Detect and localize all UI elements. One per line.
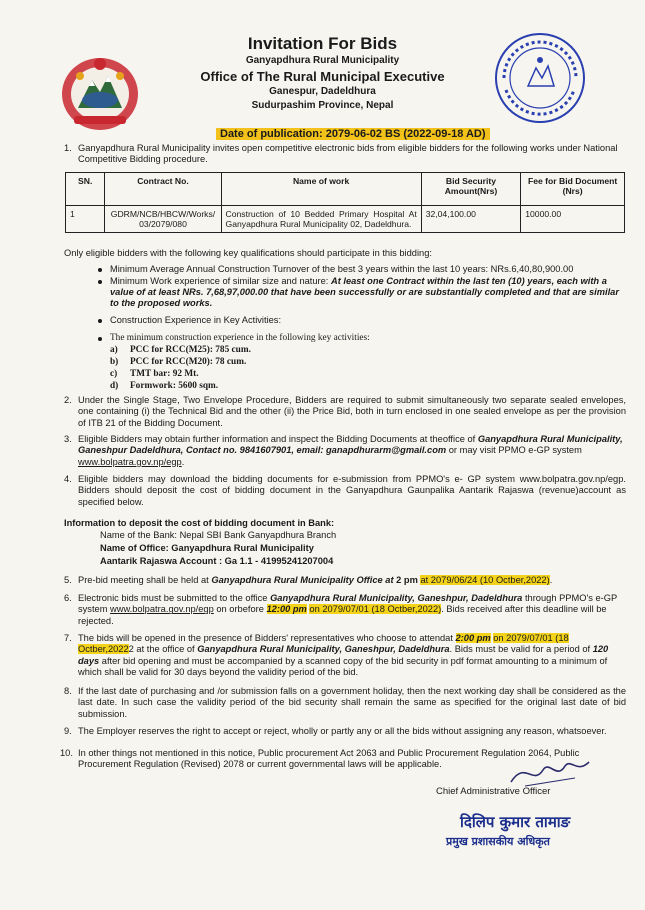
- table-cell: 10000.00: [521, 206, 625, 233]
- table-cell: Construction of 10 Bedded Primary Hospital At Ganyapdhura Rural Municipality 02, Dadeldhura.: [221, 206, 421, 233]
- activity-item: PCC for RCC(M25): 785 cum.: [130, 345, 251, 355]
- municipality-name: Ganyapdhura Rural Municipality: [245, 55, 400, 66]
- table-header: SN.: [66, 173, 105, 206]
- egp-link[interactable]: www.bolpatra.gov.np/egp: [78, 456, 182, 467]
- p6-office: Ganyapdhura Rural Municipality, Ganeshpur, Dadeldhura: [270, 593, 523, 603]
- office-place: Ganespur, Dadeldhura: [269, 86, 376, 97]
- para-number: 4.: [64, 474, 72, 484]
- table-header: Bid Security Amount(Nrs): [421, 173, 521, 206]
- intro-paragraph: Ganyapdhura Rural Municipality invites open competitive electronic bids from eligible bidders for the following works under National Competitive Bidding procedure.: [78, 143, 618, 165]
- paragraph-5: [78, 575, 626, 586]
- p3-text: .: [181, 456, 185, 467]
- p7-text: after bid opening and must be accompanied by a scanned copy of the bid security in pdf format amounting to a minimum of which shall be valid for 30 days beyond the validity period of the bid.: [78, 655, 608, 678]
- experience-detail: At least one Contract within the last ten (10) years, each with a value of at least NRs. 7,68,97,000.00 that have been successfully or are substantially completed and that are similar to the proposed works.: [110, 276, 619, 309]
- min-experience-bullet: The minimum construction experience in the following key activities:: [110, 333, 625, 344]
- turnover-bullet: Minimum Average Annual Construction Turnover of the best 3 years within the last 10 years: NRs.6,40,80,900.00: [110, 264, 625, 275]
- p5-time: 2 pm: [396, 575, 418, 585]
- para-number: 2.: [64, 395, 72, 405]
- table-cell: GDRM/NCB/HBCW/Works/03/2079/080: [105, 206, 221, 233]
- p6-time: 12:00 pm: [266, 604, 307, 615]
- notice-header: [0, 30, 645, 113]
- bank-office: Name of Office: Ganyapdhura Rural Municipality: [100, 543, 314, 553]
- p7-text: The bids will be opened in the presence of Bidders' representatives who choose to attendat: [78, 633, 453, 643]
- stamp-role: प्रमुख प्रशासकीय अधिकृत: [446, 835, 550, 848]
- office-province: Sudurpashim Province, Nepal: [251, 100, 394, 111]
- publication-date: Date of publication: 2079-06-02 BS (2022-09-18 AD): [216, 128, 490, 140]
- p7-office: Ganyapdhura Rural Municipality, Ganeshpur, Dadeldhura: [197, 644, 450, 655]
- para-number: 8.: [64, 686, 72, 696]
- paragraph-4: Eligible bidders may download the bidding documents for e-submission from PPMO's e- GP system www.bolpatra.gov.np/egp. Bidders should deposit the cost of bidding document in the Ganyapdhura Gaunpalika Aantarik Rajaswa (revenue)account as specified below.: [78, 474, 626, 507]
- activity-item: Formwork: 5600 sqm.: [130, 381, 219, 391]
- notice-title: Invitation For Bids: [247, 34, 398, 53]
- table-header: Contract No.: [105, 173, 221, 206]
- paragraph-2: Under the Single Stage, Two Envelope Procedure, Bidders are required to submit simultaneously two separate sealed envelopes, one containing (i) the Technical Bid and the other (ii) the Price Bid, both in turn enclosed in one sealed envelope as per the provision of ITB 21 of the Bidding Document.: [78, 395, 626, 428]
- experience-bullet: [110, 276, 625, 310]
- p7-validity: 120 days: [78, 644, 609, 666]
- paragraph-8: If the last date of purchasing and /or submission falls on a government holiday, then the next working day shall be considered as the last date. In such case the validity period of the bid security shall remain the same as specified for the original last date of bid submission.: [78, 686, 626, 719]
- p7-date: on 2079/07/01 (18 Octber,2022: [78, 633, 569, 655]
- p7-text: . Bids must be valid for a period of: [449, 644, 591, 655]
- paragraph-10: In other things not mentioned in this notice, Public procurement Act 2063 and Public Procurement Regulation 2064, Public Procurement Regulation (Revised) 2078 or current governmental laws will be applicable.: [78, 748, 580, 770]
- qualification-lead: Only eligible bidders with the following key qualifications should participate in this bidding:: [64, 248, 432, 258]
- paragraph-9: The Employer reserves the right to accept or reject, wholly or partly any or all the bids without assigning any reason, whatsoever.: [78, 726, 607, 736]
- table-header: Name of work: [221, 173, 421, 206]
- p5-date: at 2079/06/24 (10 Octber,2022): [420, 575, 550, 585]
- p6-text: on orbefore: [216, 604, 264, 615]
- stamp-name: दिलिप कुमार तामाङ: [460, 813, 571, 831]
- office-name: Office of The Rural Municipal Executive: [200, 69, 445, 84]
- p3-office: Ganyapdhura Rural Municipality, Ganeshpur Dadeldhura, Contact no. 9841607901, email: ganapdhurarm@gmail.com: [78, 434, 623, 456]
- activity-item: TMT bar: 92 Mt.: [130, 369, 199, 379]
- p7-time: 2:00 pm: [455, 633, 491, 643]
- para-number: 3.: [64, 434, 72, 444]
- activity-label: d): [110, 381, 119, 391]
- bank-account: Aantarik Rajaswa Account : Ga 1.1 - 41995241207004: [100, 556, 334, 566]
- p3-text: or may visit PPMO e-GP system: [448, 445, 582, 456]
- bank-name: Name of the Bank: Nepal SBI Bank Ganyapdhura Branch: [100, 530, 337, 540]
- para-number: 6.: [64, 593, 72, 603]
- signatory-title: Chief Administrative Officer: [436, 786, 551, 797]
- bank-heading: Information to deposit the cost of bidding document in Bank:: [64, 518, 335, 528]
- p7-text: 2 at the office of: [128, 644, 195, 655]
- works-table: [65, 172, 625, 233]
- table-header-row: [66, 173, 625, 206]
- p5-text: .: [549, 575, 553, 585]
- activity-label: a): [110, 345, 118, 355]
- para-number: 1.: [64, 143, 72, 153]
- table-cell: 32,04,100.00: [421, 206, 521, 233]
- p6-text: Electronic bids must be submitted to the office: [78, 593, 268, 603]
- paragraph-7: [78, 633, 626, 679]
- activity-item: PCC for RCC(M20): 78 cum.: [130, 357, 247, 367]
- key-activities-bullet: Construction Experience in Key Activities:: [110, 315, 625, 326]
- table-header: Fee for Bid Document (Nrs): [521, 173, 625, 206]
- p6-date: on 2079/07/01 (18 Octber,2022): [309, 604, 442, 615]
- p3-text: Eligible Bidders may obtain further information and inspect the Bidding Documents at theoffice of: [78, 434, 476, 444]
- paragraph-6: [78, 593, 626, 627]
- p6-text: through PPMO's e-GP system: [78, 593, 617, 615]
- experience-label: Minimum Work experience of similar size and nature:: [110, 276, 329, 286]
- para-number: 5.: [64, 575, 72, 585]
- para-number: 7.: [64, 633, 72, 643]
- table-row: [66, 206, 625, 233]
- p5-text: at: [385, 575, 394, 585]
- p5-text: Pre-bid meeting shall be held at: [78, 575, 209, 585]
- egp-link[interactable]: www.bolpatra.gov.np/egp: [110, 604, 214, 615]
- activity-label: b): [110, 357, 119, 367]
- paragraph-3: [78, 434, 626, 468]
- para-number: 9.: [64, 726, 72, 736]
- para-number: 10.: [60, 748, 73, 758]
- activity-label: c): [110, 369, 118, 379]
- table-cell: 1: [66, 206, 105, 233]
- p5-office: Ganyapdhura Rural Municipality Office: [211, 575, 383, 585]
- p6-text: . Bids received after this deadline will be rejected.: [78, 604, 607, 626]
